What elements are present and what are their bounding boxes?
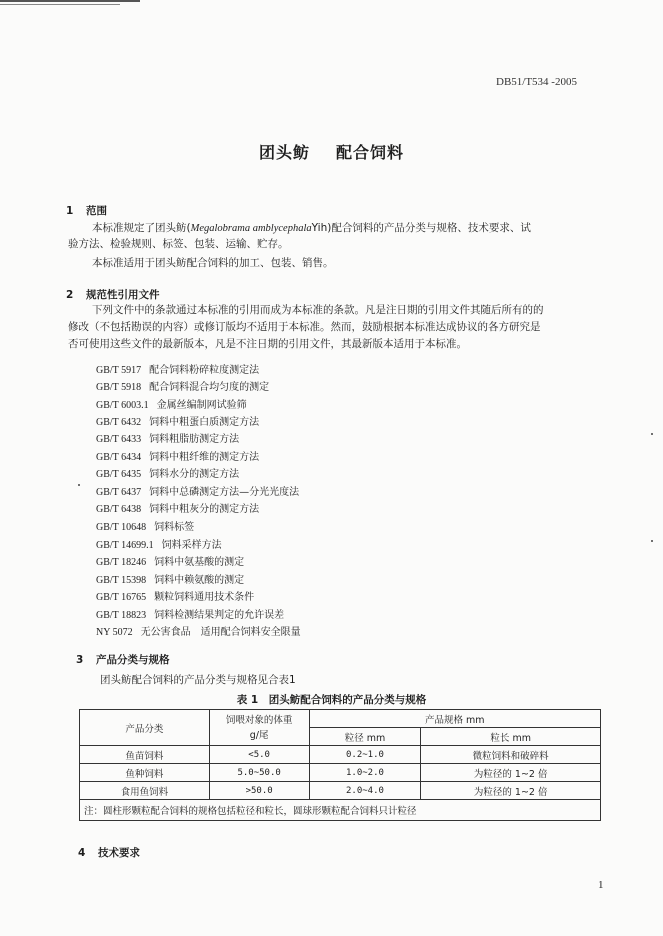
- section-title: 技术要求: [98, 847, 140, 859]
- cell-length: 微粒饲料和破碎料: [421, 746, 601, 764]
- scan-top-rule-2: [0, 4, 120, 5]
- standard-code: GB/T 18246: [96, 557, 147, 568]
- standard-title: 饲料检测结果判定的允许误差: [154, 610, 285, 621]
- standard-code: GB/T 6433: [96, 434, 142, 445]
- standard-title: 饲料中粗灰分的测定方法: [149, 504, 260, 515]
- section-1-heading: [66, 203, 107, 218]
- standard-code: NY 5072: [96, 627, 133, 638]
- standard-ref: [96, 378, 269, 393]
- standard-title: 配合饲料混合均匀度的测定: [149, 382, 270, 393]
- section-4-heading: [78, 845, 140, 860]
- cell-weight: 5.0~50.0: [209, 764, 309, 782]
- standard-title: 饲料中总磷测定方法—分光光度法: [149, 487, 300, 498]
- cell-diameter: 1.0~2.0: [309, 764, 421, 782]
- scan-speck: [651, 540, 653, 542]
- standard-title: 饲料中粗蛋白质测定方法: [149, 417, 260, 428]
- section-title: 范围: [86, 205, 107, 217]
- standard-title: 饲料中氨基酸的测定: [154, 557, 245, 568]
- section-number: 1: [66, 205, 74, 217]
- scan-speck: [651, 433, 653, 435]
- cell-category: 鱼种饲料: [80, 764, 210, 782]
- title-part-1: 团头鲂: [258, 143, 310, 162]
- header-diameter: 粒径 mm: [309, 728, 421, 746]
- table-row: [80, 746, 601, 764]
- standard-ref: [96, 536, 222, 551]
- standard-ref: [96, 571, 244, 586]
- cell-length: 为粒径的 1~2 倍: [421, 764, 601, 782]
- section-2-para-line-1: 下列文件中的条款通过本标准的引用而成为本标准的条款。凡是注日期的引用文件其随后所有的的: [92, 304, 544, 316]
- page-title: [0, 140, 663, 163]
- section-3-intro: 团头鲂配合饲料的产品分类与规格见合表1: [100, 674, 296, 686]
- standard-ref: [96, 518, 194, 533]
- header-weight-line-2: g/尾: [249, 729, 269, 741]
- table-header-row: [80, 710, 601, 728]
- section-number: 4: [78, 847, 86, 859]
- standard-code: GB/T 5918: [96, 382, 142, 393]
- header-length: 粒长 mm: [421, 728, 601, 746]
- table-note: 注：圆柱形颗粒配合饲料的规格包括粒径和粒长，圆球形颗粒配合饲料只计粒径: [80, 800, 601, 821]
- standard-ref: [96, 483, 299, 498]
- section-title: 规范性引用文件: [86, 289, 160, 301]
- standard-code: GB/T 6437: [96, 487, 142, 498]
- table-note-row: [80, 800, 601, 821]
- standard-title: 饲料中粗纤维的测定方法: [149, 452, 260, 463]
- standard-ref: [96, 606, 284, 621]
- section-1-para-1-line-2: 验方法、检验规则、标签、包装、运输、贮存。: [68, 238, 289, 250]
- standard-code: GB/T 18823: [96, 610, 147, 621]
- cell-diameter: 0.2~1.0: [309, 746, 421, 764]
- cell-category: 食用鱼饲料: [80, 782, 210, 800]
- standard-ref: [96, 465, 239, 480]
- scan-speck: [78, 484, 80, 486]
- document-number: DB51/T534 -2005: [496, 76, 577, 88]
- section-title: 产品分类与规格: [96, 654, 170, 666]
- standard-title: 饲料标签: [154, 522, 195, 533]
- cell-category: 鱼苗饲料: [80, 746, 210, 764]
- table-row: [80, 782, 601, 800]
- table-row: [80, 764, 601, 782]
- standard-code: GB/T 6434: [96, 452, 142, 463]
- standard-title: 饲料采样方法: [161, 540, 222, 551]
- standard-title: 饲料水分的测定方法: [149, 469, 240, 480]
- cell-weight: <5.0: [209, 746, 309, 764]
- standard-ref: [96, 500, 259, 515]
- section-2-heading: [66, 287, 160, 302]
- standard-code: GB/T 6435: [96, 469, 142, 480]
- cell-weight: >50.0: [209, 782, 309, 800]
- cell-length: 为粒径的 1~2 倍: [421, 782, 601, 800]
- standard-ref: [96, 623, 301, 638]
- scan-top-rule: [0, 0, 140, 2]
- standard-ref: [96, 413, 259, 428]
- standard-title: 金属丝编制网试验筛: [156, 400, 247, 411]
- header-spec: 产品规格 mm: [309, 710, 600, 728]
- standard-code: GB/T 10648: [96, 522, 147, 533]
- standard-title: 无公害食品 适用配合饲料安全限量: [140, 627, 301, 638]
- standard-code: GB/T 14699.1: [96, 540, 154, 551]
- section-3-heading: [76, 652, 170, 667]
- standard-title: 饲料粗脂肪测定方法: [149, 434, 240, 445]
- section-1-para-1-line-1: [92, 220, 531, 237]
- header-weight-line-1: 饲喂对象的体重: [225, 714, 293, 726]
- standard-ref: [96, 553, 244, 568]
- header-weight: [209, 710, 309, 746]
- header-category: 产品分类: [80, 710, 210, 746]
- standard-ref: [96, 588, 254, 603]
- section-2-para-line-2: 修改（不包括勘误的内容）或修订版均不适用于本标准。然而，鼓励根据本标准达成协议的各方研究是: [68, 321, 541, 333]
- product-spec-table: [79, 709, 601, 821]
- standard-code: GB/T 6003.1: [96, 400, 149, 411]
- para-text: 本标准规定了团头鲂(: [92, 222, 191, 234]
- section-number: 2: [66, 289, 74, 301]
- standard-code: GB/T 5917: [96, 365, 142, 376]
- standard-code: GB/T 15398: [96, 575, 147, 586]
- standard-title: 颗粒饲料通用技术条件: [154, 592, 255, 603]
- standard-code: GB/T 6438: [96, 504, 142, 515]
- title-part-2: 配合饲料: [336, 143, 405, 162]
- standard-title: 饲料中赖氨酸的测定: [154, 575, 245, 586]
- latin-species-name: Megalobrama amblycephala: [190, 223, 312, 234]
- standard-ref: [96, 430, 239, 445]
- section-1-para-2: 本标准适用于团头鲂配合饲料的加工、包装、销售。: [92, 257, 334, 269]
- table-caption: 表 1 团头鲂配合饲料的产品分类与规格: [236, 694, 427, 706]
- standard-code: GB/T 16765: [96, 592, 147, 603]
- standard-ref: [96, 361, 259, 376]
- standard-title: 配合饲料粉碎粒度测定法: [149, 365, 260, 376]
- section-2-para-line-3: 否可使用这些文件的最新版本，凡是不注日期的引用文件，其最新版本适用于本标准。: [68, 338, 467, 350]
- cell-diameter: 2.0~4.0: [309, 782, 421, 800]
- para-text: Yih)配合饲料的产品分类与规格、技术要求、试: [311, 222, 531, 234]
- standard-ref: [96, 448, 259, 463]
- section-number: 3: [76, 654, 84, 666]
- standard-code: GB/T 6432: [96, 417, 142, 428]
- page-number: 1: [598, 879, 604, 891]
- standard-ref: [96, 396, 247, 411]
